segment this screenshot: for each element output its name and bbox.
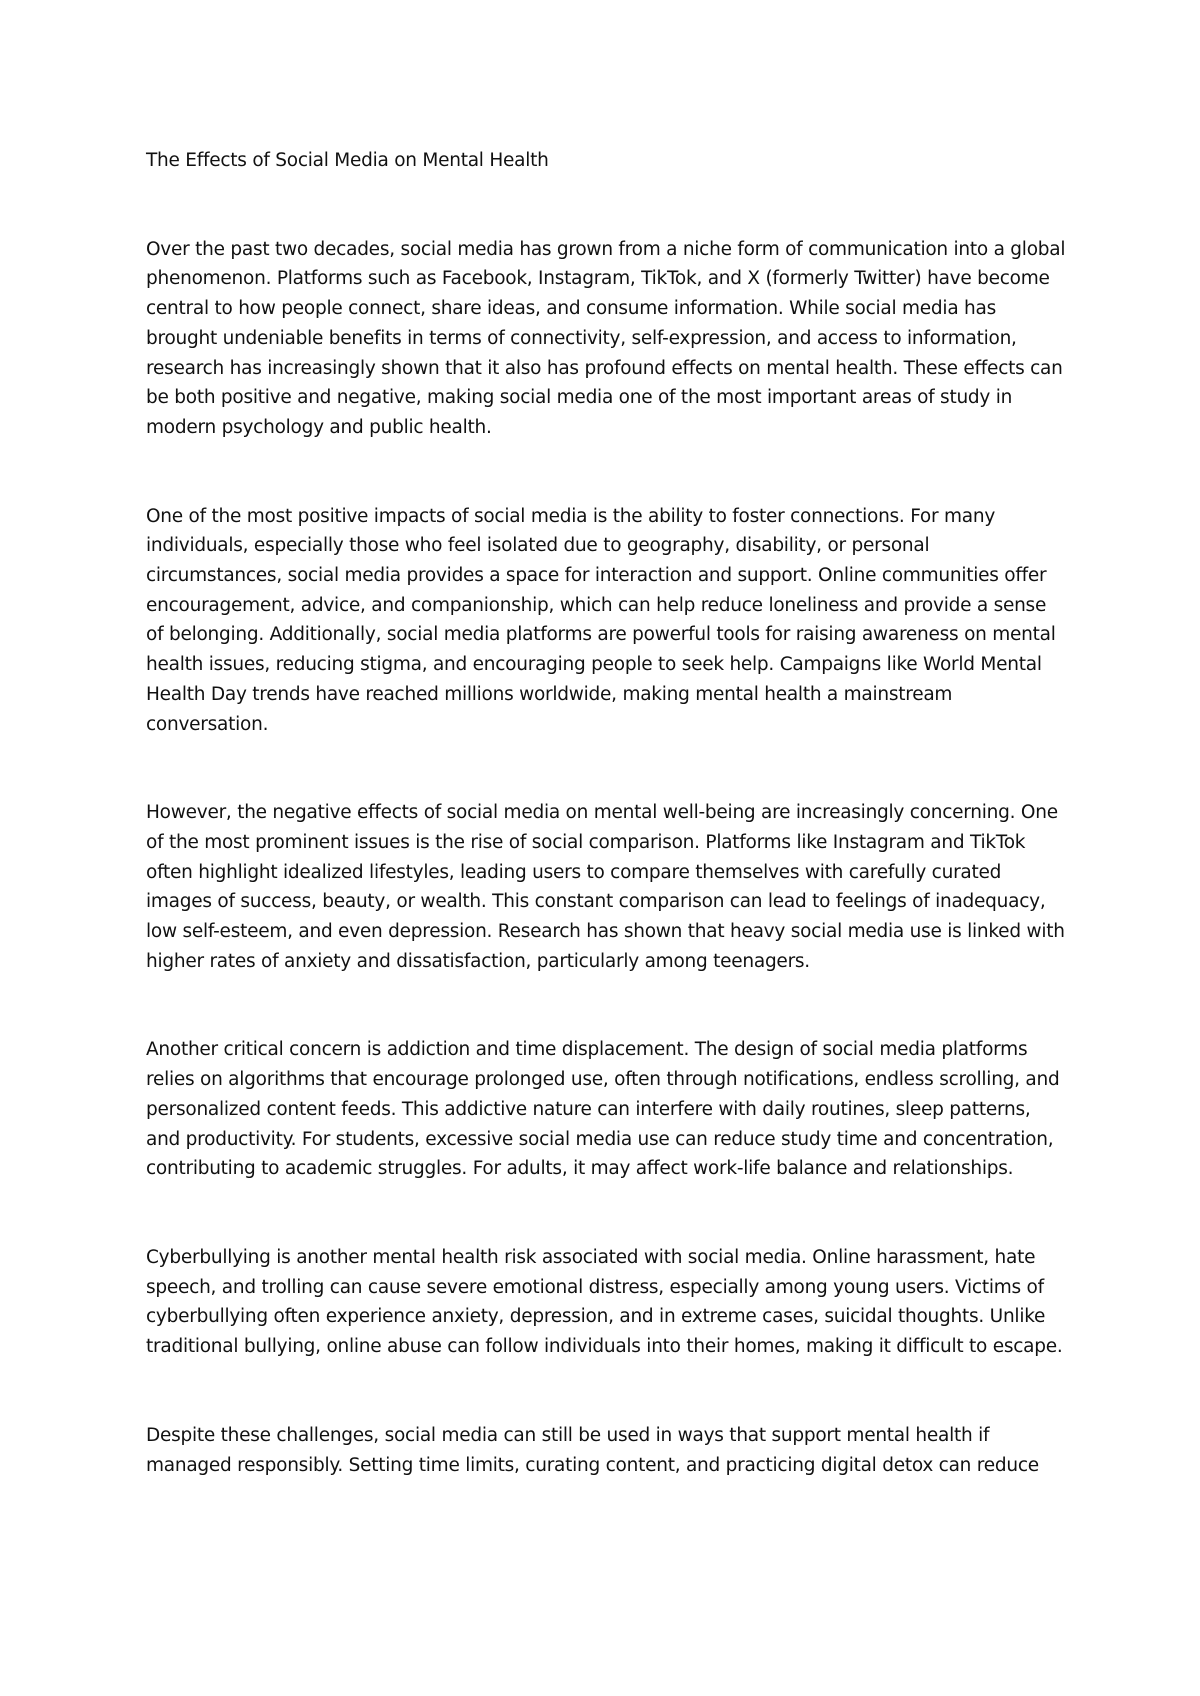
document-body — [146, 146, 1066, 1539]
paragraph-cyberbullying: Cyberbullying is another mental health risk associated with social media. Online harassment, hate speech, and trolling can cause severe emotional distress, especially among young users. Victims of cyberbullying often experience anxiety, depression, and in extreme cases, suicidal thoughts. Unlike traditional bullying, online abuse can follow individuals into their homes, making it difficult to escape. — [146, 1246, 1063, 1358]
paragraph-intro: Over the past two decades, social media has grown from a niche form of communication into a global phenomenon. Platforms such as Facebook, Instagram, TikTok, and X (formerly Twitter) have become central to how people connect, share ideas, and consume information. While social media has brought undeniable benefits in terms of connectivity, self-expression, and access to information, research has increasingly shown that it also has profound effects on mental health. These effects can be both positive and negative, making social media one of the most important areas of study in modern psychology and public health. — [146, 238, 1066, 438]
paragraph-addiction: Another critical concern is addiction and time displacement. The design of social media platforms relies on algorithms that encourage prolonged use, often through notifications, endless scrolling, and personalized content feeds. This addictive nature can interfere with daily routines, sleep patterns, and productivity. For students, excessive social media use can reduce study time and concentration, contributing to academic struggles. For adults, it may affect work-life balance and relationships. — [146, 1039, 1060, 1180]
paragraph-responsible-use: Despite these challenges, social media can still be used in ways that support mental health if managed responsibly. Setting time limits, curating content, and practicing digital detox can reduce — [146, 1424, 1039, 1476]
paragraph-negative-effects: However, the negative effects of social media on mental well-being are increasingly concerning. One of the most prominent issues is the rise of social comparison. Platforms like Instagram and TikTok often highlight idealized lifestyles, leading users to compare themselves with carefully curated images of success, beauty, or wealth. This constant comparison can lead to feelings of inadequacy, low self-esteem, and even depression. Research has shown that heavy social media use is linked with higher rates of anxiety and dissatisfaction, particularly among teenagers. — [146, 802, 1065, 972]
paragraph-positive-impacts: One of the most positive impacts of social media is the ability to foster connections. For many individuals, especially those who feel isolated due to geography, disability, or personal circumstances, social media provides a space for interaction and support. Online communities offer encouragement, advice, and companionship, which can help reduce loneliness and provide a sense of belonging. Additionally, social media platforms are powerful tools for raising awareness on mental health issues, reducing stigma, and encouraging people to seek help. Campaigns like World Mental Health Day trends have reached millions worldwide, making mental health a mainstream conversation. — [146, 505, 1056, 735]
document-title: The Effects of Social Media on Mental Health — [146, 150, 549, 171]
